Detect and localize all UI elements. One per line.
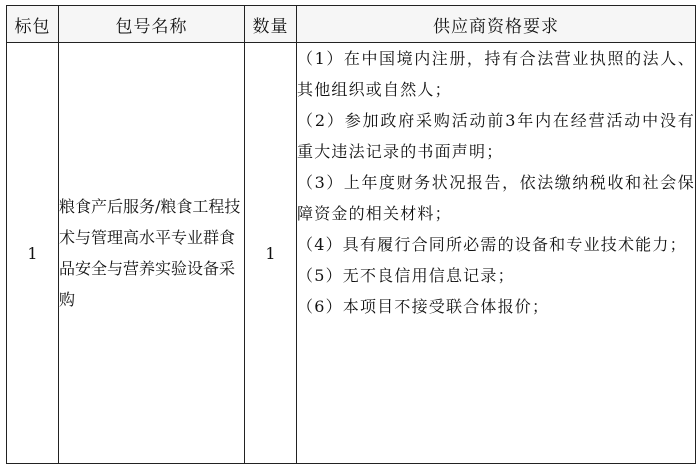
header-package-name: 包号名称 — [59, 6, 245, 43]
header-quantity: 数量 — [245, 6, 297, 43]
requirement-item: （6）本项目不接受联合体报价； — [297, 297, 550, 316]
cell-requirements — [297, 43, 696, 464]
requirement-item: （1）在中国境内注册，持有合法营业执照的法人、其他组织或自然人； — [297, 49, 695, 99]
requirement-item: （4）具有履行合同所必需的设备和专业技术能力； — [297, 235, 687, 254]
header-requirements: 供应商资格要求 — [297, 6, 696, 43]
requirement-item: （2）参加政府采购活动前3年内在经营活动中没有重大违法记录的书面声明； — [297, 111, 695, 161]
header-row — [7, 6, 696, 43]
requirement-item: （3）上年度财务状况报告，依法缴纳税收和社会保障资金的相关材料； — [297, 173, 695, 223]
cell-quantity: 1 — [245, 43, 297, 464]
cell-package-name: 粮食产后服务/粮食工程技术与管理高水平专业群食品安全与营养实验设备采购 — [59, 43, 245, 464]
cell-package-no: 1 — [7, 43, 59, 464]
header-package: 标包 — [7, 6, 59, 43]
table-row — [7, 43, 696, 464]
procurement-table — [6, 5, 696, 464]
requirement-item: （5）无不良信用信息记录； — [297, 266, 515, 285]
